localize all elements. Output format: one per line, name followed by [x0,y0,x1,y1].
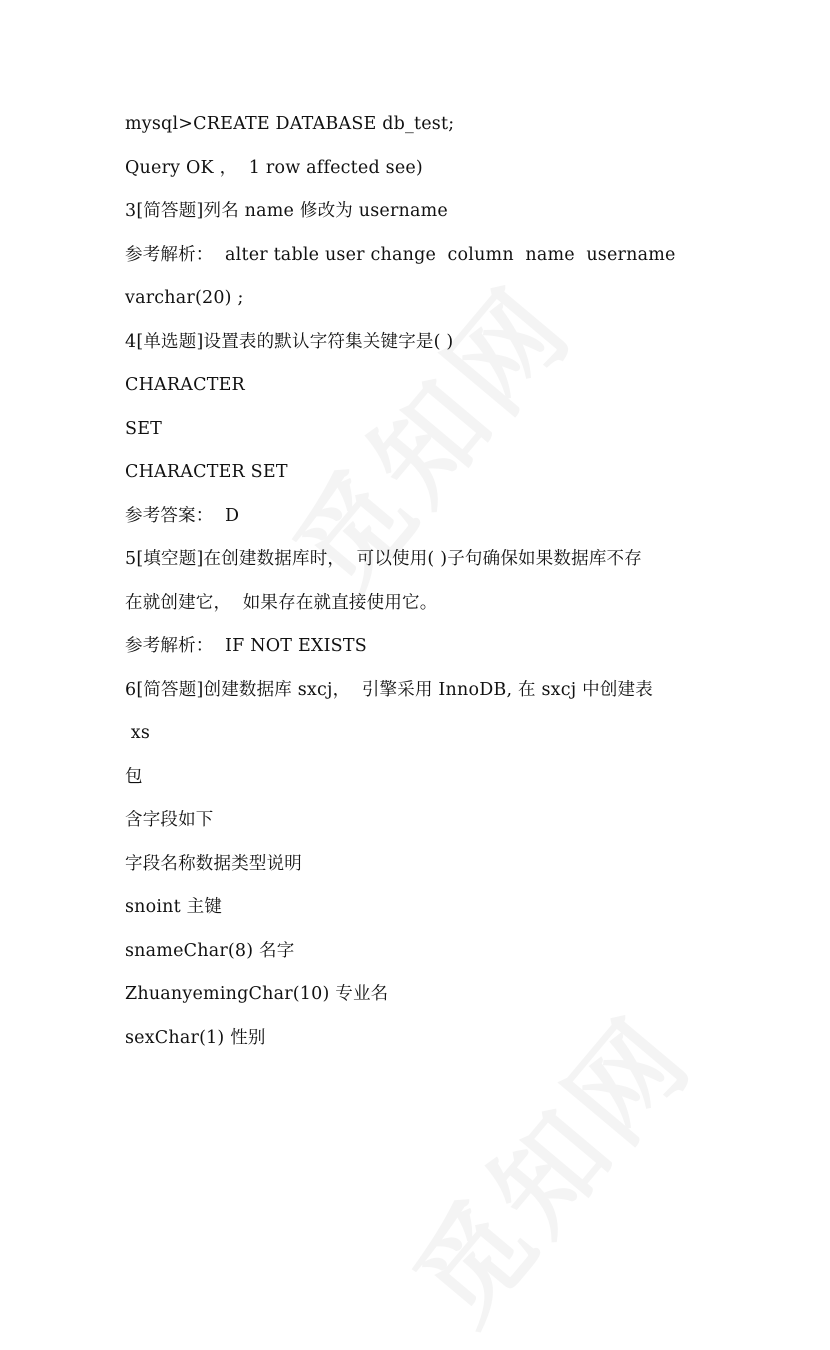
field-row: sexChar(1) 性别 [125,1027,266,1048]
answer-3: 参考解析： alter table user change column name username [125,244,676,265]
text-line: 在就创建它， 如果存在就直接使用它。 [125,592,438,613]
text-line: 含字段如下 [125,810,214,830]
option-line: SET [125,418,163,439]
field-row: snameChar(8) 名字 [125,940,295,961]
question-5: 5[填空题]在创建数据库时， 可以使用( )子句确保如果数据库不存 [125,549,642,569]
answer-4: 参考答案： D [125,505,240,526]
answer-5: 参考解析： IF NOT EXISTS [125,636,367,656]
text-line: Query OK ， 1 row affected see) [125,157,423,178]
text-line: varchar(20) ; [125,288,244,308]
option-line: CHARACTER [125,375,245,395]
field-row: ZhuanyemingChar(10) 专业名 [125,984,389,1004]
field-row: snoint 主键 [125,897,223,917]
text-line: mysql>CREATE DATABASE db_test; [125,114,455,134]
question-3: 3[简答题]列名 name 修改为 username [125,201,448,221]
option-line: CHARACTER SET [125,462,288,482]
question-6: 6[简答题]创建数据库 sxcj， 引擎采用 InnoDB, 在 sxcj 中创建表 [125,679,653,700]
text-line: xs [125,723,151,743]
question-4: 4[单选题]设置表的默认字符集关键字是( ) [125,331,454,352]
field-table-header: 字段名称数据类型说明 [125,853,302,874]
document-body [125,108,725,1065]
text-line: 包 [125,766,143,787]
